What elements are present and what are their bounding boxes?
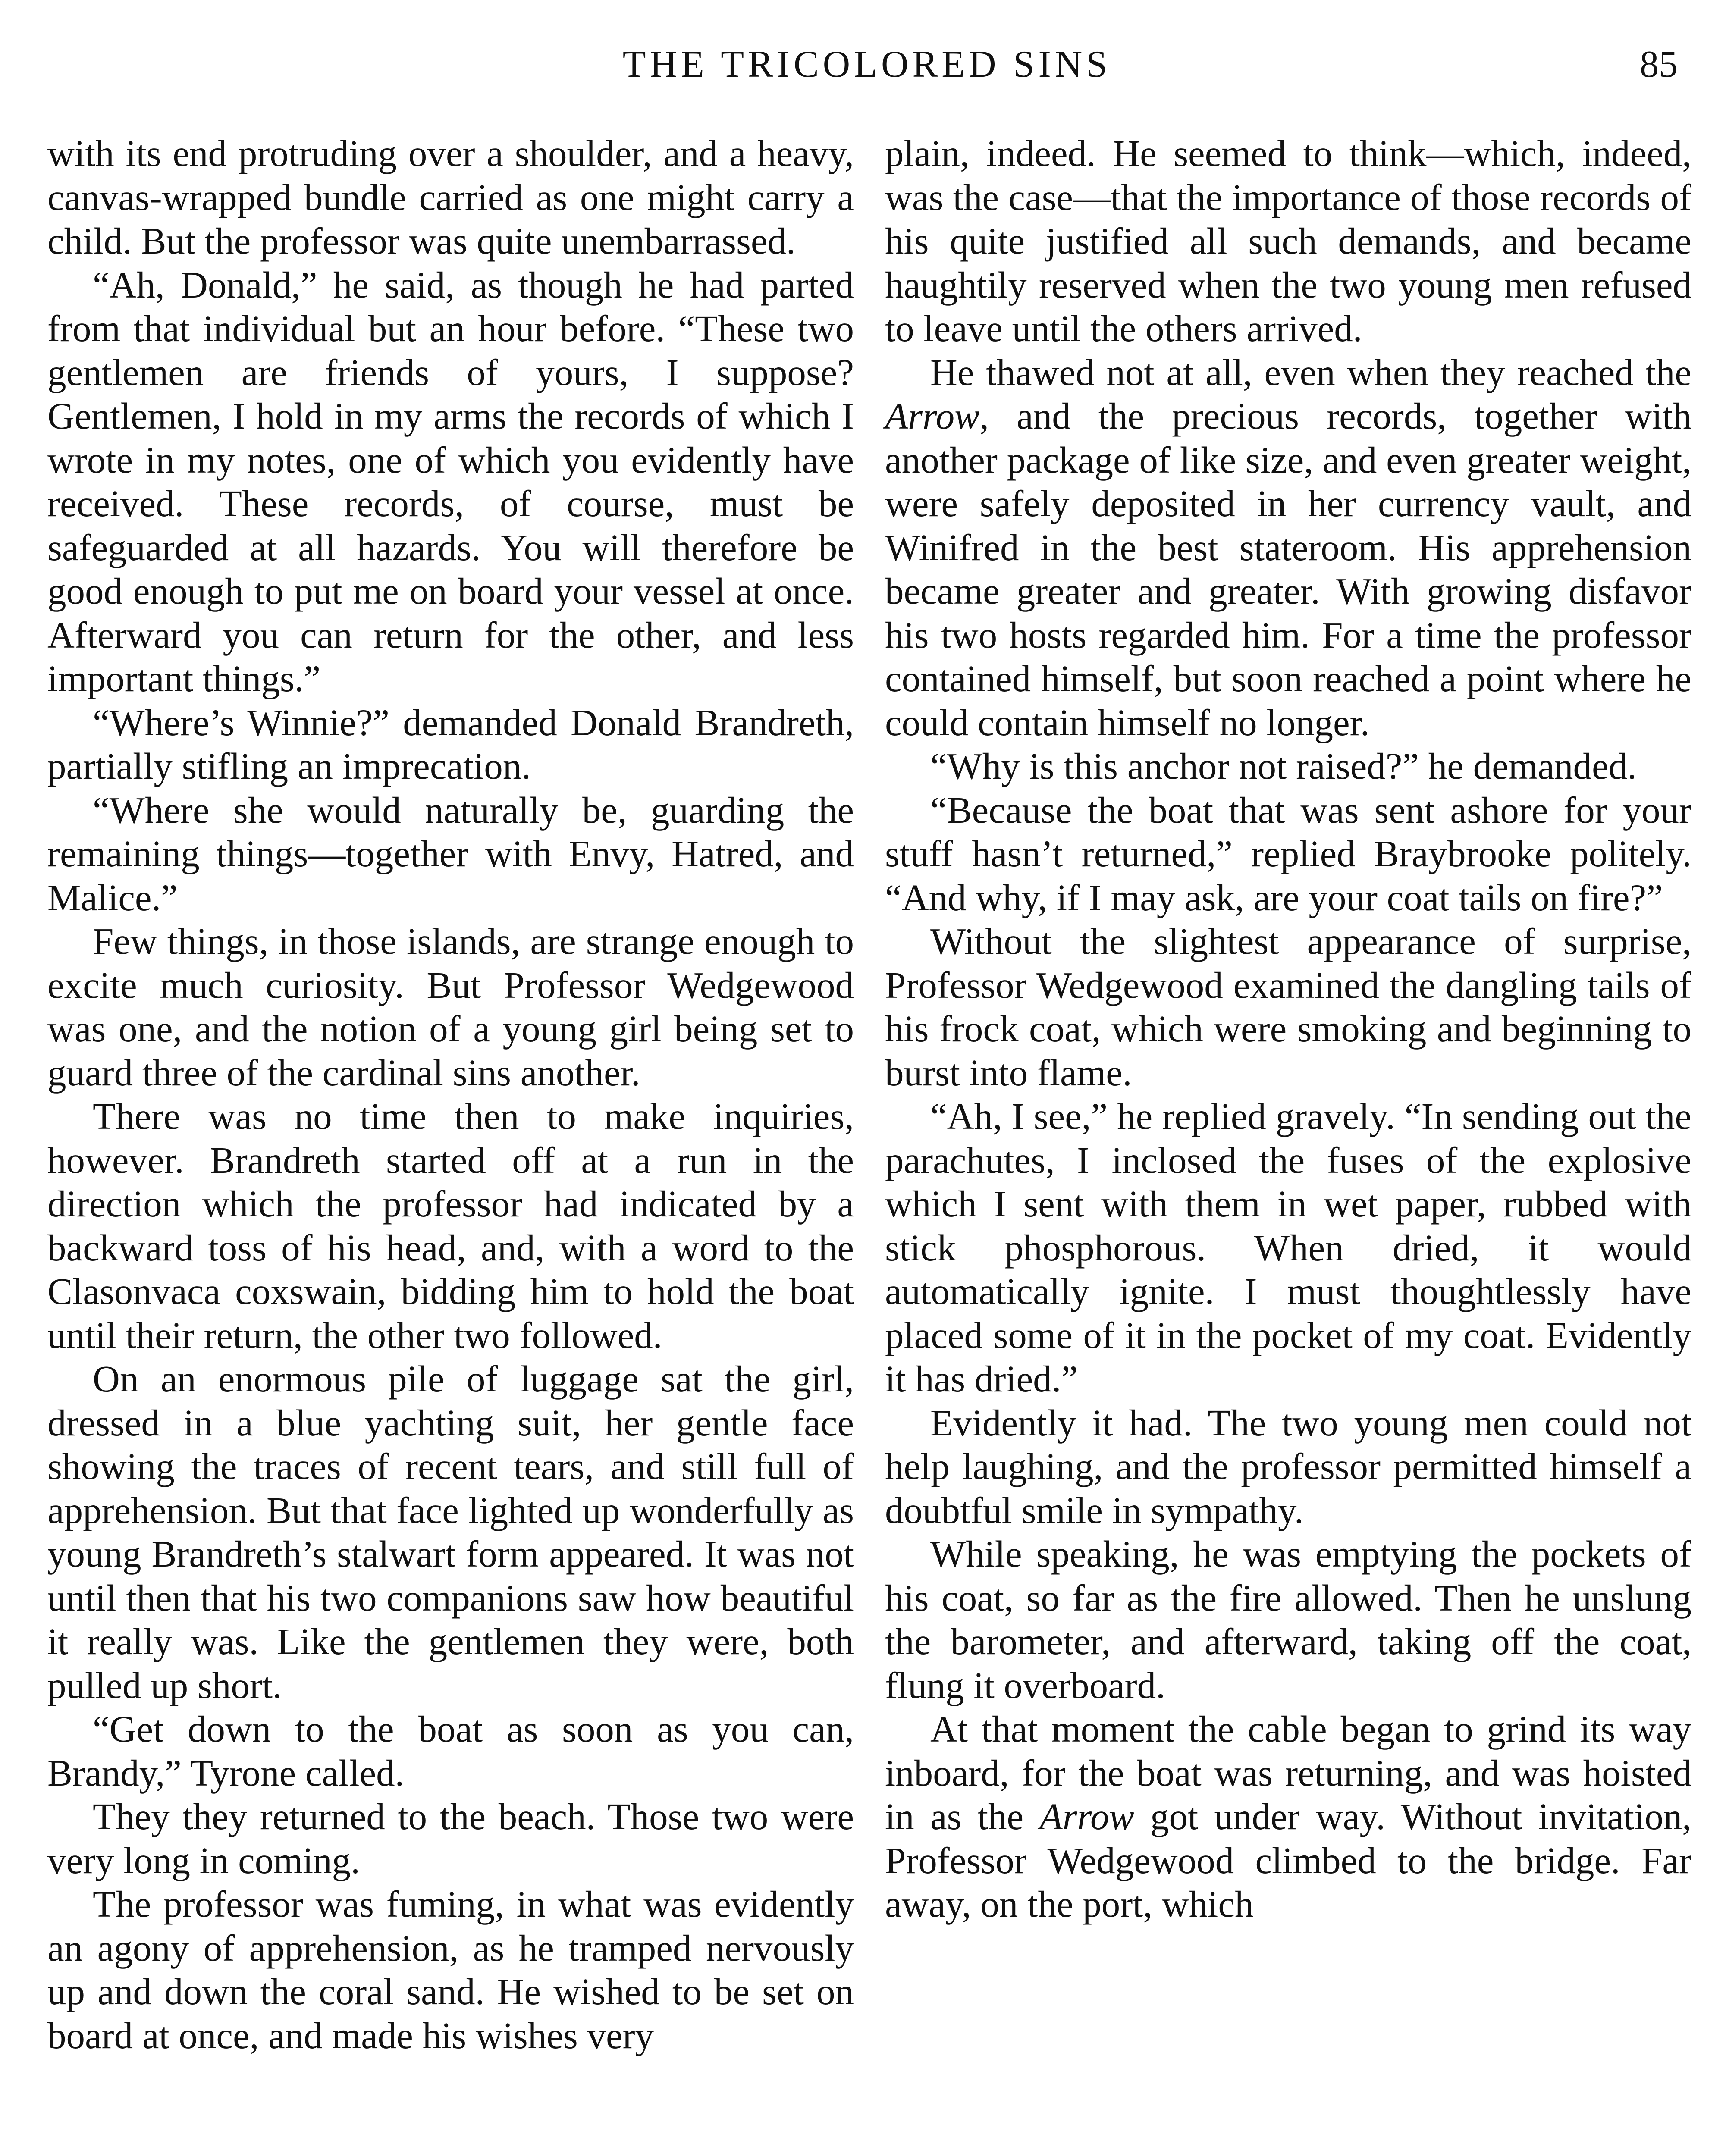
paragraph: There was no time then to make inquiries, however. Brandreth started off at a run in the direction which the professor had indicated by a backward toss of his head, and, with a word to the Clasonvaca coxswain, bidding him to hold the boat until their return, the other two followed. <box>47 1095 854 1356</box>
paragraph: He thawed not at all, even when they reached the Arrow, and the precious records, together with another package of like size, and even greater weight, were safely deposited in her currency vault, and Winifred in the best stateroom. His apprehension became greater and greater. With growing disfavor his two hosts regarded him. For a time the professor contained himself, but soon reached a point where he could contain himself no longer. <box>885 351 1691 743</box>
paragraph: “Because the boat that was sent ashore for your stuff hasn’t returned,” replied Braybrooke politely. “And why, if I may ask, are your coat tails on fire?” <box>885 789 1691 918</box>
paragraph: Evidently it had. The two young men could not help laughing, and the professor permitted himself a doubtful smile in sympathy. <box>885 1401 1691 1531</box>
left-column <box>47 132 854 2057</box>
ship-name: Arrow <box>1039 1796 1134 1837</box>
paragraph: “Where she would naturally be, guarding the remaining things—together with Envy, Hatred, and Malice.” <box>47 789 854 918</box>
paragraph: “Ah, Donald,” he said, as though he had parted from that individual but an hour before. “These two gentlemen are friends of yours, I suppose? Gentlemen, I hold in my arms the records of which I wrote in my notes, one of which you evidently have received. These records, of course, must be safeguarded at all hazards. You will therefore be good enough to put me on board your vessel at once. Afterward you can return for the other, and less important things.” <box>47 263 854 699</box>
page-number: 85 <box>1640 44 1678 85</box>
paragraph: Without the slightest appearance of surprise, Professor Wedgewood examined the dangling tails of his frock coat, which were smoking and beginning to burst into flame. <box>885 920 1691 1094</box>
paragraph: “Why is this anchor not raised?” he demanded. <box>930 745 1637 787</box>
paragraph: They they returned to the beach. Those two were very long in coming. <box>47 1796 854 1881</box>
paragraph: While speaking, he was emptying the pockets of his coat, so far as the fire allowed. Then he unslung the barometer, and afterward, taking off the coat, flung it overboard. <box>885 1533 1691 1706</box>
page-header <box>47 41 1686 93</box>
paragraph: “Get down to the boat as soon as you can, Brandy,” Tyrone called. <box>47 1708 854 1794</box>
paragraph: On an enormous pile of luggage sat the girl, dressed in a blue yachting suit, her gentle face showing the traces of recent tears, and still full of apprehension. But that face lighted up wonderfully as young Brandreth’s stalwart form appeared. It was not until then that his two companions saw how beautiful it really was. Like the gentlemen they were, both pulled up short. <box>47 1358 854 1706</box>
right-column <box>885 132 1691 1926</box>
paragraph: with its end protruding over a shoulder, and a heavy, canvas-wrapped bundle carried as one might carry a child. But the professor was quite unembarrassed. <box>47 132 854 262</box>
paragraph: plain, indeed. He seemed to think—which, indeed, was the case—that the importance of those records of his quite justified all such demands, and became haughtily reserved when the two young men refused to leave until the others arrived. <box>885 132 1691 349</box>
paragraph: At that moment the cable began to grind its way inboard, for the boat was returning, and was hoisted in as the Arrow got under way. Without invitation, Professor Wedgewood climbed to the bridge. Far away, on the port, which <box>885 1708 1691 1925</box>
ship-name: Arrow <box>885 395 980 437</box>
running-head: THE TRICOLORED SINS <box>622 44 1111 85</box>
paragraph: The professor was fuming, in what was evidently an agony of apprehension, as he tramped nervously up and down the coral sand. He wished to be set on board at once, and made his wishes very <box>47 1883 854 2056</box>
paragraph: “Ah, I see,” he replied gravely. “In sending out the parachutes, I inclosed the fuses of the explosive which I sent with them in wet paper, rubbed with stick phosphorous. When dried, it would automatically ignite. I must thoughtlessly have placed some of it in the pocket of my coat. Evidently it has dried.” <box>885 1095 1691 1400</box>
paragraph: “Where’s Winnie?” demanded Donald Brandreth, partially stifling an imprecation. <box>47 701 854 787</box>
paragraph: Few things, in those islands, are strange enough to excite much curiosity. But Professor Wedgewood was one, and the notion of a young girl being set to guard three of the cardinal sins another. <box>47 920 854 1094</box>
